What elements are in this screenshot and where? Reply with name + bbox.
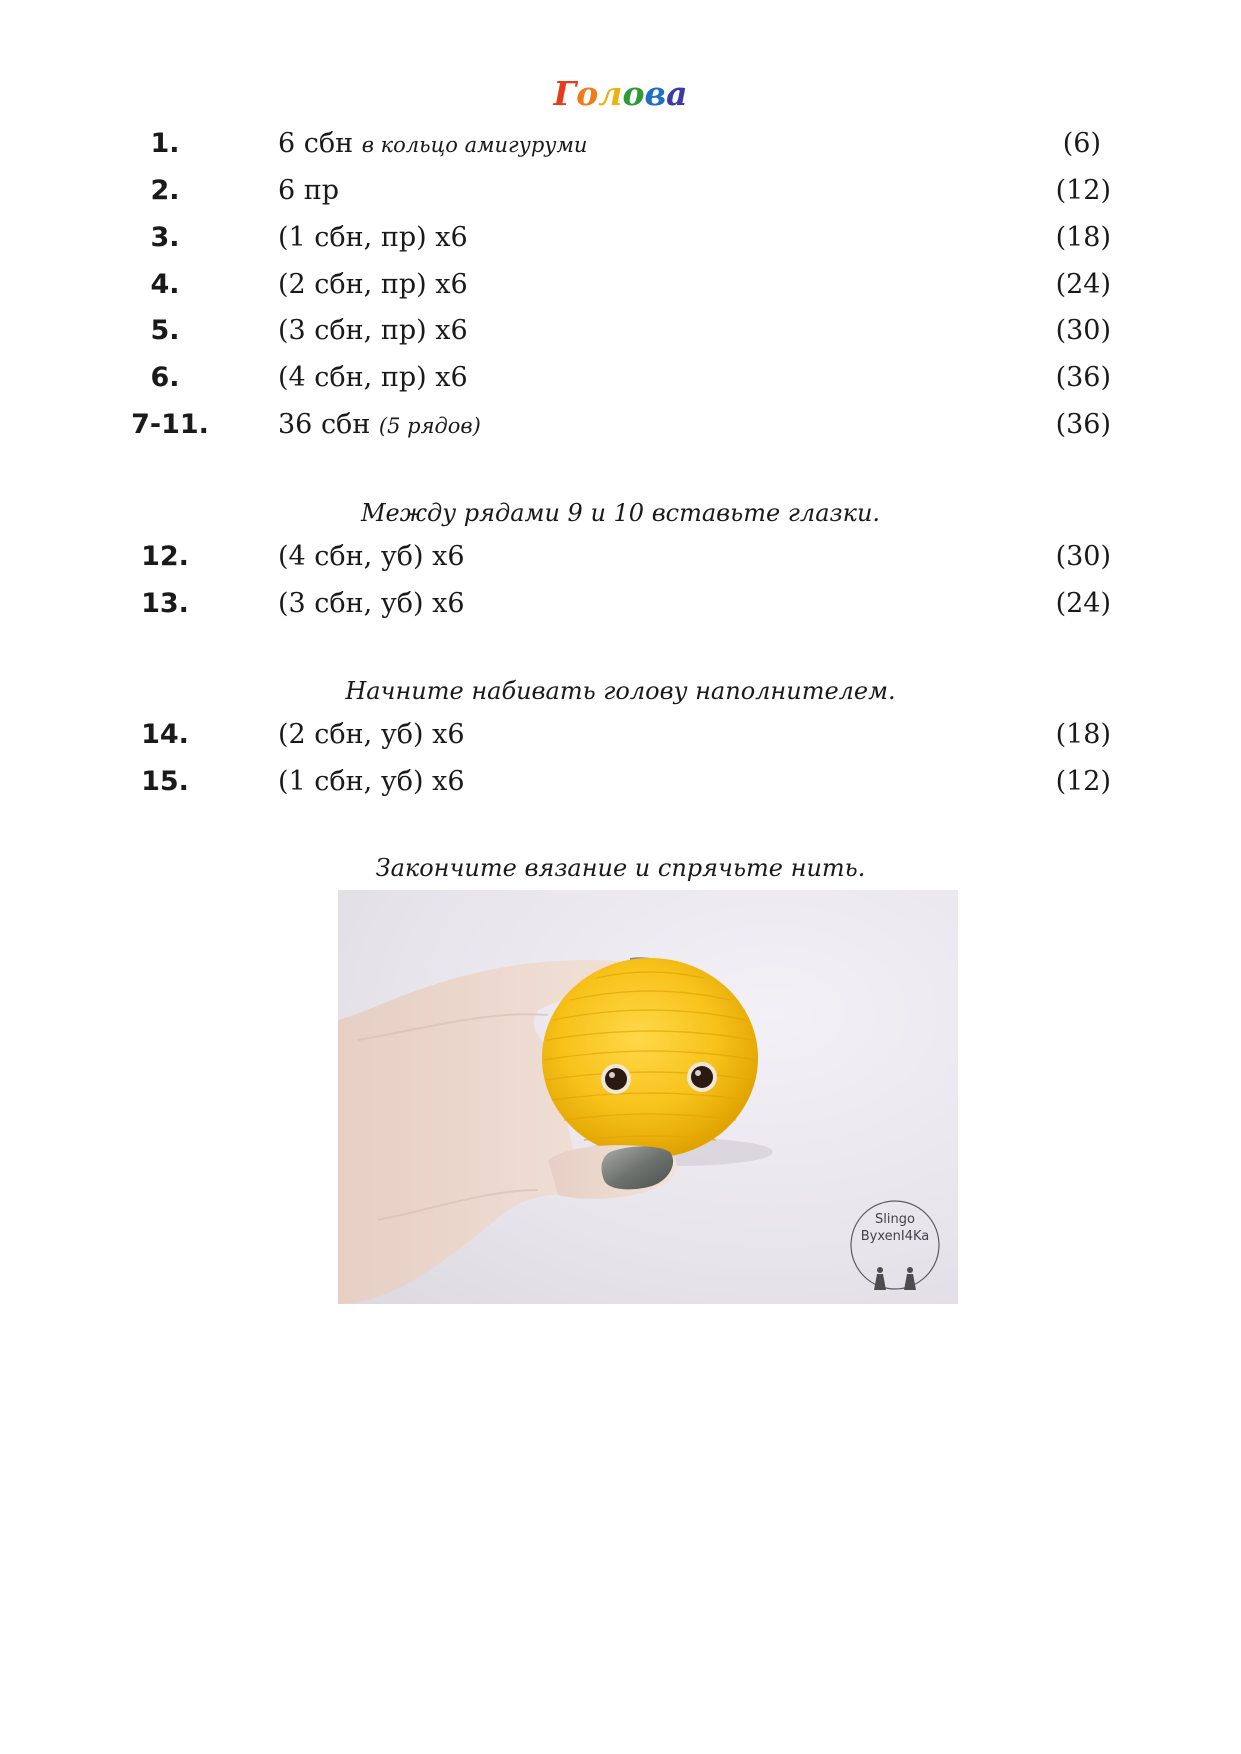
- title-letter: о: [576, 74, 599, 113]
- row-instruction: [278, 124, 587, 165]
- pattern-row: [0, 171, 1241, 211]
- row-instruction: [278, 311, 468, 351]
- instruction-text: (4 сбн, уб) х6: [278, 541, 465, 572]
- instruction-text: (4 сбн, пр) х6: [278, 362, 468, 393]
- pattern-row: [0, 715, 1241, 755]
- row-instruction: [278, 584, 465, 624]
- stitch-count: (18): [1055, 222, 1111, 253]
- stitch-count: (18): [1055, 719, 1111, 750]
- instruction-text: (3 сбн, пр) х6: [278, 315, 468, 346]
- row-instruction: [278, 537, 465, 577]
- instruction-note: в кольцо амигуруми: [361, 133, 588, 157]
- stitch-count: (30): [1055, 541, 1111, 572]
- stitch-count: (36): [1055, 362, 1111, 393]
- row-number: 1.: [150, 128, 180, 159]
- title-letter: в: [644, 74, 667, 113]
- pattern-row: [0, 311, 1241, 351]
- instruction-text: 36 сбн: [278, 409, 379, 440]
- note-insert-eyes: Между рядами 9 и 10 вставьте глазки.: [360, 499, 881, 527]
- row-instruction: [278, 171, 339, 211]
- title-letter: а: [666, 74, 688, 113]
- row-instruction: [278, 265, 468, 305]
- instruction-text: (2 сбн, пр) х6: [278, 269, 468, 300]
- instruction-text: (3 сбн, уб) х6: [278, 588, 465, 619]
- pattern-row: [0, 537, 1241, 577]
- stitch-count: (36): [1055, 409, 1111, 440]
- stitch-count: (12): [1055, 766, 1111, 797]
- stitch-count: (30): [1055, 315, 1111, 346]
- row-instruction: [278, 358, 468, 398]
- crochet-ball: [542, 958, 758, 1158]
- row-number: 12.: [141, 541, 189, 572]
- instruction-text: (1 сбн, пр) х6: [278, 222, 468, 253]
- stitch-count: (24): [1055, 269, 1111, 300]
- row-number: 13.: [141, 588, 189, 619]
- title-letter: л: [598, 74, 623, 113]
- page-title: [0, 74, 1241, 114]
- stitch-count: (12): [1055, 175, 1111, 206]
- title-letter: о: [622, 74, 645, 113]
- row-number: 15.: [141, 766, 189, 797]
- row-instruction: [278, 762, 465, 802]
- row-number: 14.: [141, 719, 189, 750]
- stitch-count: (24): [1055, 588, 1111, 619]
- note-stuffing: Начните набивать голову наполнителем.: [345, 677, 896, 705]
- row-instruction: [278, 218, 468, 258]
- pattern-row: [0, 124, 1241, 164]
- row-number: 5.: [150, 315, 180, 346]
- instruction-text: (1 сбн, уб) х6: [278, 766, 465, 797]
- row-number: 7-11.: [131, 409, 209, 440]
- pattern-row: [0, 762, 1241, 802]
- watermark-text-1: Slingo: [875, 1212, 915, 1227]
- row-instruction: [278, 405, 481, 446]
- photo-crochet-head: [338, 890, 958, 1304]
- row-number: 6.: [150, 362, 180, 393]
- pattern-row: [0, 358, 1241, 398]
- row-number: 4.: [150, 269, 180, 300]
- stitch-count: (6): [1062, 128, 1101, 159]
- title-letter: Г: [553, 74, 577, 113]
- pattern-row: [0, 265, 1241, 305]
- instruction-text: (2 сбн, уб) х6: [278, 719, 465, 750]
- instruction-note: (5 рядов): [378, 414, 481, 438]
- row-number: 3.: [150, 222, 180, 253]
- instruction-text: 6 сбн: [278, 128, 362, 159]
- row-number: 2.: [150, 175, 180, 206]
- pattern-row: [0, 405, 1241, 445]
- note-finish: Закончите вязание и спрячьте нить.: [375, 854, 866, 882]
- pattern-row: [0, 218, 1241, 258]
- instruction-text: 6 пр: [278, 175, 340, 206]
- row-instruction: [278, 715, 465, 755]
- pattern-row: [0, 584, 1241, 624]
- watermark-text-2: ByxenI4Ka: [860, 1229, 930, 1244]
